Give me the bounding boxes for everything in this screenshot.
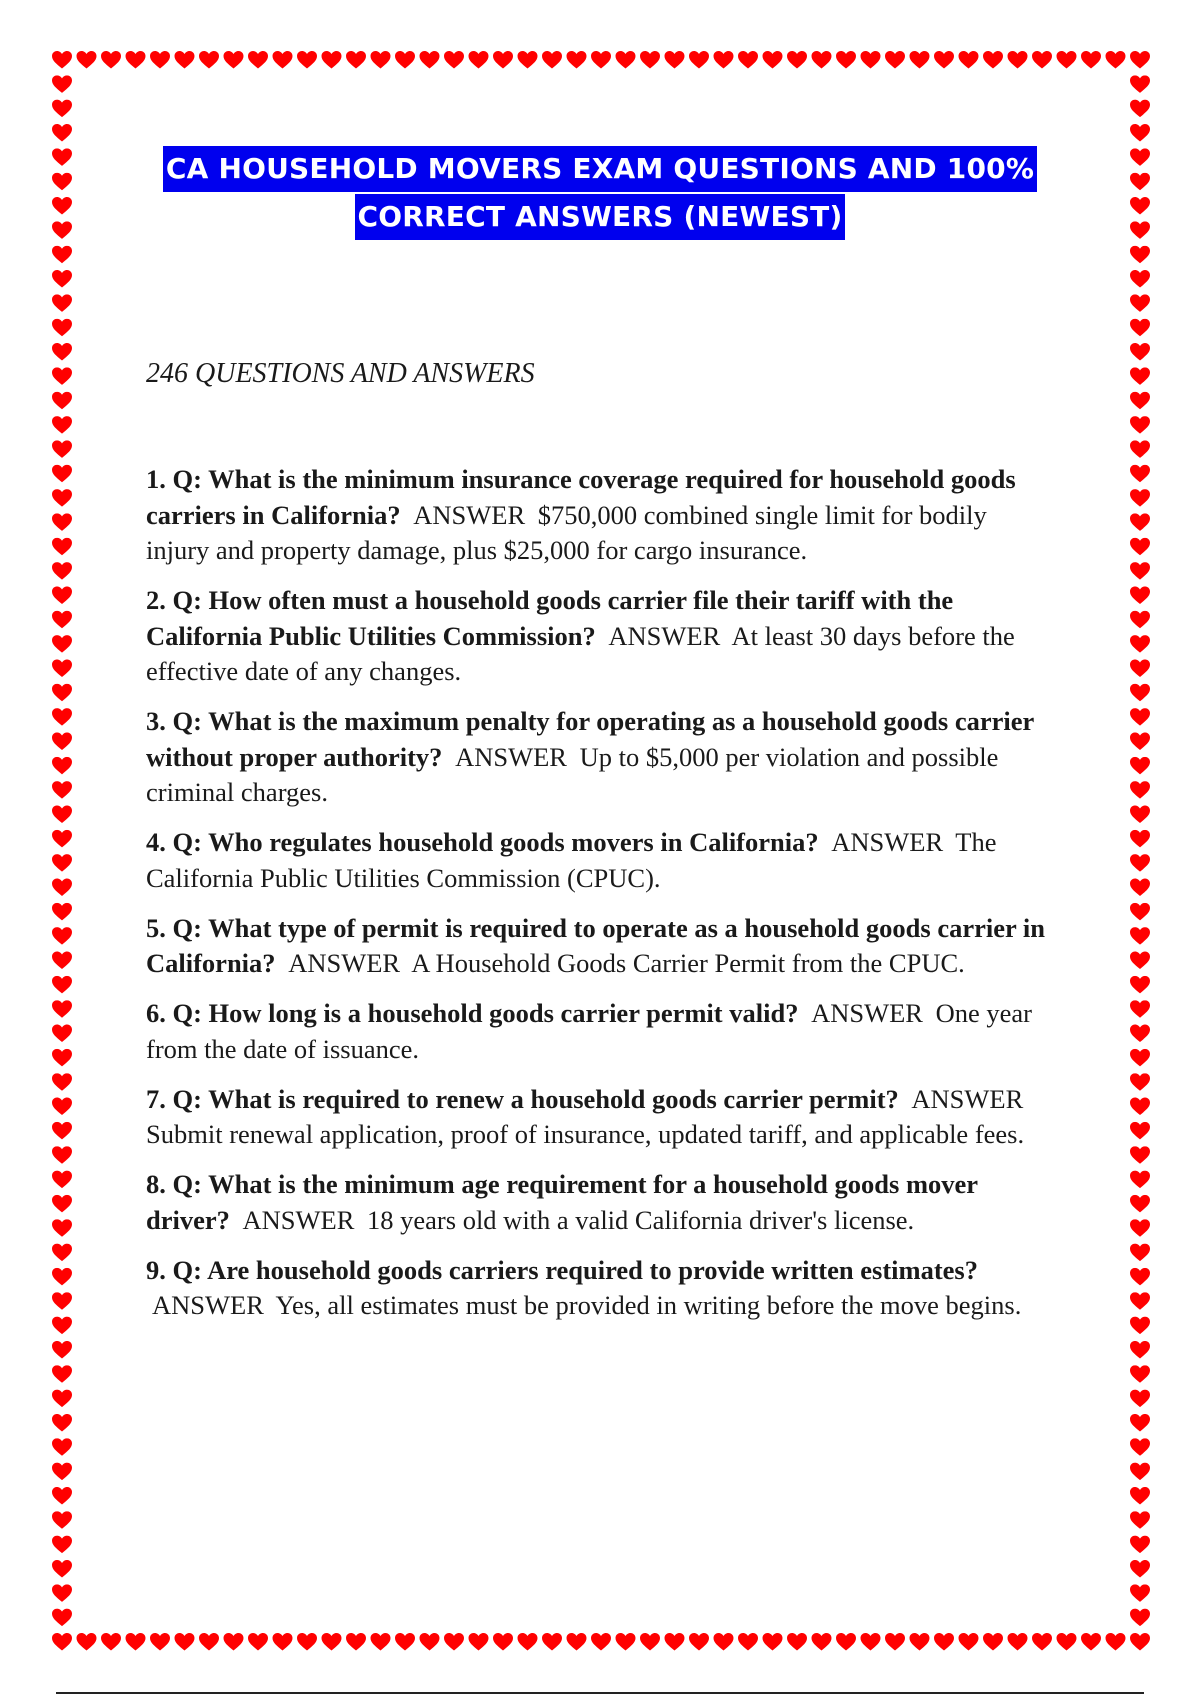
heart-icon xyxy=(714,1633,734,1651)
heart-icon xyxy=(322,1633,342,1651)
heart-icon xyxy=(52,1560,72,1578)
heart-icon xyxy=(248,1633,268,1651)
qa-item xyxy=(146,583,1052,690)
heart-icon xyxy=(297,1633,317,1651)
heart-icon xyxy=(1130,1584,1150,1602)
heart-icon xyxy=(52,976,72,994)
heart-icon xyxy=(1130,1171,1150,1189)
heart-icon xyxy=(52,830,72,848)
heart-icon xyxy=(1130,1560,1150,1578)
heart-icon xyxy=(983,51,1003,69)
heart-icon xyxy=(52,416,72,434)
heart-icon xyxy=(1081,1633,1101,1651)
heart-icon xyxy=(52,270,72,288)
qa-item xyxy=(146,825,1052,896)
heart-icon xyxy=(1130,1219,1150,1237)
heart-icon xyxy=(1130,1073,1150,1091)
heart-icon xyxy=(1130,781,1150,799)
heart-icon xyxy=(1130,489,1150,507)
heart-icon xyxy=(959,51,979,69)
heart-icon xyxy=(1130,903,1150,921)
heart-icon xyxy=(493,51,513,69)
heart-icon xyxy=(395,1633,415,1651)
heart-icon xyxy=(469,51,489,69)
heart-icon xyxy=(542,51,562,69)
heart-icon xyxy=(1130,854,1150,872)
heart-icon xyxy=(1130,1633,1150,1651)
title-line-1: CA HOUSEHOLD MOVERS EXAM QUESTIONS AND 100% xyxy=(163,146,1037,192)
heart-icon xyxy=(1130,879,1150,897)
heart-icon xyxy=(1130,927,1150,945)
heart-icon xyxy=(1130,1341,1150,1359)
heart-icon xyxy=(52,611,72,629)
qa-answer: One year from the date of issuance. xyxy=(146,998,1032,1064)
qa-list xyxy=(146,462,1052,1338)
heart-icon xyxy=(52,586,72,604)
heart-icon xyxy=(52,173,72,191)
heart-icon xyxy=(983,1633,1003,1651)
heart-icon xyxy=(52,489,72,507)
heart-icon xyxy=(1130,1244,1150,1262)
qa-answer: Yes, all estimates must be provided in writing before the move begins. xyxy=(275,1290,1022,1320)
qa-answer-label: ANSWER xyxy=(831,827,944,857)
heart-icon xyxy=(1130,75,1150,93)
heart-icon xyxy=(812,1633,832,1651)
heart-icon xyxy=(567,1633,587,1651)
question-count-subtitle: 246 QUESTIONS AND ANSWERS xyxy=(146,358,535,389)
heart-icon xyxy=(1130,513,1150,531)
heart-icon xyxy=(1130,1049,1150,1067)
heart-icon xyxy=(1081,51,1101,69)
heart-icon xyxy=(77,1633,97,1651)
heart-icon xyxy=(665,51,685,69)
heart-icon xyxy=(52,952,72,970)
heart-icon xyxy=(52,1000,72,1018)
heart-icon xyxy=(787,1633,807,1651)
heart-icon xyxy=(934,51,954,69)
qa-item xyxy=(146,1082,1052,1153)
heart-icon xyxy=(1130,684,1150,702)
heart-icon xyxy=(52,513,72,531)
heart-icon xyxy=(1130,1098,1150,1116)
heart-icon xyxy=(1130,246,1150,264)
heart-icon xyxy=(52,903,72,921)
heart-icon xyxy=(322,51,342,69)
qa-answer-label: ANSWER xyxy=(455,741,567,772)
heart-icon xyxy=(836,51,856,69)
qa-answer: Up to $5,000 per violation and possible criminal charges. xyxy=(146,741,999,807)
heart-icon xyxy=(199,51,219,69)
heart-icon xyxy=(1130,1390,1150,1408)
heart-icon xyxy=(1032,51,1052,69)
qa-item xyxy=(146,996,1052,1067)
heart-icon xyxy=(273,51,293,69)
heart-icon xyxy=(885,51,905,69)
heart-icon xyxy=(1130,1025,1150,1043)
qa-question: 6. Q: How long is a household goods carrier permit valid? xyxy=(146,998,799,1028)
heart-icon xyxy=(150,1633,170,1651)
heart-icon xyxy=(52,854,72,872)
heart-icon xyxy=(52,1487,72,1505)
qa-question: 1. Q: What is the minimum insurance coverage required for household goods carriers in California? xyxy=(146,464,1016,530)
heart-icon xyxy=(934,1633,954,1651)
heart-icon xyxy=(1130,173,1150,191)
heart-icon xyxy=(420,51,440,69)
qa-item xyxy=(146,1253,1052,1324)
heart-icon xyxy=(52,367,72,385)
heart-icon xyxy=(52,100,72,118)
qa-answer-label: ANSWER xyxy=(413,499,526,530)
heart-icon xyxy=(52,1268,72,1286)
heart-icon xyxy=(1057,1633,1077,1651)
heart-icon xyxy=(1130,1438,1150,1456)
qa-item xyxy=(146,1167,1052,1238)
qa-answer: Submit renewal application, proof of insurance, updated tariff, and applicable fees. xyxy=(146,1119,1025,1149)
heart-icon xyxy=(444,51,464,69)
heart-icon xyxy=(52,1122,72,1140)
heart-icon xyxy=(567,51,587,69)
qa-question: 8. Q: What is the minimum age requirement for a household goods mover driver? xyxy=(146,1169,978,1235)
heart-icon xyxy=(1130,465,1150,483)
heart-icon xyxy=(1130,635,1150,653)
qa-item xyxy=(146,462,1052,569)
heart-icon xyxy=(248,51,268,69)
heart-icon xyxy=(1130,1414,1150,1432)
heart-icon xyxy=(52,1073,72,1091)
heart-icon xyxy=(616,51,636,69)
heart-icon xyxy=(1130,51,1150,69)
heart-icon xyxy=(52,1195,72,1213)
heart-icon xyxy=(52,805,72,823)
heart-icon xyxy=(910,1633,930,1651)
heart-icon xyxy=(1130,1536,1150,1554)
heart-icon xyxy=(52,1025,72,1043)
heart-icon xyxy=(763,1633,783,1651)
heart-icon xyxy=(150,51,170,69)
heart-icon xyxy=(52,1292,72,1310)
heart-icon xyxy=(52,1584,72,1602)
heart-icon xyxy=(1008,1633,1028,1651)
heart-icon xyxy=(1130,416,1150,434)
heart-icon xyxy=(1130,611,1150,629)
heart-icon xyxy=(665,1633,685,1651)
heart-icon xyxy=(52,1049,72,1067)
heart-icon xyxy=(1130,319,1150,337)
heart-icon xyxy=(52,221,72,239)
heart-icon xyxy=(836,1633,856,1651)
heart-icon xyxy=(52,1511,72,1529)
heart-icon xyxy=(101,51,121,69)
heart-icon xyxy=(1130,586,1150,604)
qa-answer: 18 years old with a valid California driver's license. xyxy=(367,1204,915,1235)
heart-icon xyxy=(763,51,783,69)
heart-icon xyxy=(591,1633,611,1651)
heart-icon xyxy=(52,465,72,483)
qa-answer-label: ANSWER xyxy=(288,948,401,978)
heart-icon xyxy=(52,1244,72,1262)
heart-icon xyxy=(1130,294,1150,312)
heart-icon xyxy=(52,1098,72,1116)
heart-icon xyxy=(689,51,709,69)
heart-icon xyxy=(1130,1292,1150,1310)
page-bottom-rule xyxy=(56,1692,1144,1694)
heart-icon xyxy=(1130,732,1150,750)
heart-icon xyxy=(518,1633,538,1651)
heart-icon xyxy=(714,51,734,69)
heart-icon xyxy=(1032,1633,1052,1651)
heart-icon xyxy=(126,1633,146,1651)
heart-icon xyxy=(738,1633,758,1651)
heart-icon xyxy=(371,1633,391,1651)
heart-icon xyxy=(1130,343,1150,361)
qa-answer: At least 30 days before the effective date of any changes. xyxy=(146,620,1015,686)
heart-icon xyxy=(1130,830,1150,848)
heart-icon xyxy=(52,148,72,166)
heart-icon xyxy=(812,51,832,69)
heart-icon xyxy=(52,757,72,775)
heart-icon xyxy=(420,1633,440,1651)
heart-icon xyxy=(52,1633,72,1651)
heart-icon xyxy=(52,75,72,93)
qa-item xyxy=(146,704,1052,811)
heart-icon xyxy=(52,440,72,458)
heart-icon xyxy=(52,781,72,799)
heart-icon xyxy=(199,1633,219,1651)
heart-icon xyxy=(126,51,146,69)
heart-icon xyxy=(640,51,660,69)
heart-icon xyxy=(52,1609,72,1627)
heart-icon xyxy=(542,1633,562,1651)
heart-icon xyxy=(444,1633,464,1651)
heart-icon xyxy=(1130,148,1150,166)
heart-icon xyxy=(346,1633,366,1651)
heart-icon xyxy=(861,1633,881,1651)
heart-icon xyxy=(175,51,195,69)
heart-icon xyxy=(52,562,72,580)
heart-icon xyxy=(273,1633,293,1651)
heart-icon xyxy=(52,1536,72,1554)
heart-icon xyxy=(52,392,72,410)
heart-icon xyxy=(1106,1633,1126,1651)
heart-icon xyxy=(52,1146,72,1164)
heart-icon xyxy=(1057,51,1077,69)
heart-icon xyxy=(1130,1195,1150,1213)
qa-item xyxy=(146,911,1052,982)
qa-answer-label: ANSWER xyxy=(811,998,923,1028)
heart-icon xyxy=(52,1317,72,1335)
heart-icon xyxy=(52,684,72,702)
heart-icon xyxy=(1008,51,1028,69)
heart-icon xyxy=(1130,1487,1150,1505)
qa-answer-label: ANSWER xyxy=(911,1083,1024,1114)
heart-icon xyxy=(1130,757,1150,775)
heart-icon xyxy=(224,1633,244,1651)
heart-icon xyxy=(52,319,72,337)
heart-icon xyxy=(518,51,538,69)
qa-answer-label: ANSWER xyxy=(152,1290,264,1320)
heart-icon xyxy=(1130,197,1150,215)
heart-icon xyxy=(52,1219,72,1237)
qa-answer-label: ANSWER xyxy=(608,620,721,651)
heart-icon xyxy=(52,343,72,361)
heart-icon xyxy=(1130,538,1150,556)
heart-icon xyxy=(1130,1609,1150,1627)
qa-answer: A Household Goods Carrier Permit from the CPUC. xyxy=(411,948,965,978)
heart-icon xyxy=(52,1365,72,1383)
heart-icon xyxy=(1130,805,1150,823)
heart-icon xyxy=(371,51,391,69)
heart-icon xyxy=(1130,659,1150,677)
heart-icon xyxy=(1130,440,1150,458)
heart-icon xyxy=(1130,1122,1150,1140)
heart-icon xyxy=(1130,708,1150,726)
qa-answer-label: ANSWER xyxy=(242,1204,355,1235)
heart-icon xyxy=(1130,976,1150,994)
heart-icon xyxy=(493,1633,513,1651)
heart-icon xyxy=(689,1633,709,1651)
qa-question: 4. Q: Who regulates household goods movers in California? xyxy=(146,827,819,857)
heart-icon xyxy=(52,1390,72,1408)
heart-icon xyxy=(101,1633,121,1651)
heart-icon xyxy=(52,1171,72,1189)
heart-icon xyxy=(469,1633,489,1651)
heart-icon xyxy=(861,51,881,69)
heart-icon xyxy=(52,246,72,264)
heart-icon xyxy=(52,927,72,945)
heart-icon xyxy=(52,197,72,215)
document-title xyxy=(150,146,1050,240)
heart-icon xyxy=(52,124,72,142)
heart-icon xyxy=(738,51,758,69)
heart-icon xyxy=(591,51,611,69)
qa-question: 9. Q: Are household goods carriers required to provide written estimates? xyxy=(146,1254,978,1285)
heart-icon xyxy=(52,51,72,69)
heart-icon xyxy=(616,1633,636,1651)
heart-icon xyxy=(1130,100,1150,118)
qa-question: 5. Q: What type of permit is required to operate as a household goods carrier in California? xyxy=(146,912,1046,978)
heart-icon xyxy=(224,51,244,69)
heart-icon xyxy=(1130,1463,1150,1481)
heart-icon xyxy=(395,51,415,69)
heart-icon xyxy=(52,1438,72,1456)
qa-question: 7. Q: What is required to renew a household goods carrier permit? xyxy=(146,1083,899,1114)
heart-icon xyxy=(885,1633,905,1651)
heart-icon xyxy=(297,51,317,69)
heart-icon xyxy=(787,51,807,69)
heart-icon xyxy=(1130,221,1150,239)
heart-icon xyxy=(52,1463,72,1481)
heart-icon xyxy=(175,1633,195,1651)
heart-icon xyxy=(52,879,72,897)
heart-icon xyxy=(959,1633,979,1651)
heart-icon xyxy=(910,51,930,69)
heart-icon xyxy=(1130,1000,1150,1018)
heart-icon xyxy=(52,538,72,556)
heart-icon xyxy=(1130,367,1150,385)
heart-icon xyxy=(52,294,72,312)
qa-answer: $750,000 combined single limit for bodily injury and property damage, plus $25,000 for cargo insurance. xyxy=(146,499,987,565)
heart-icon xyxy=(1130,392,1150,410)
heart-icon xyxy=(52,1414,72,1432)
qa-answer: The California Public Utilities Commission (CPUC). xyxy=(146,827,997,893)
heart-icon xyxy=(77,51,97,69)
heart-icon xyxy=(52,659,72,677)
heart-icon xyxy=(346,51,366,69)
title-line-2: CORRECT ANSWERS (NEWEST) xyxy=(355,194,846,240)
heart-icon xyxy=(1130,1511,1150,1529)
heart-icon xyxy=(1130,952,1150,970)
heart-icon xyxy=(52,635,72,653)
heart-icon xyxy=(1130,270,1150,288)
heart-icon xyxy=(1130,562,1150,580)
heart-icon xyxy=(1130,124,1150,142)
heart-icon xyxy=(1130,1146,1150,1164)
heart-icon xyxy=(1130,1268,1150,1286)
heart-icon xyxy=(640,1633,660,1651)
heart-icon xyxy=(1106,51,1126,69)
qa-question: 3. Q: What is the maximum penalty for operating as a household goods carrier without proper authority? xyxy=(146,706,1034,772)
heart-icon xyxy=(52,1341,72,1359)
heart-icon xyxy=(1130,1317,1150,1335)
heart-icon xyxy=(52,708,72,726)
heart-icon xyxy=(1130,1365,1150,1383)
heart-icon xyxy=(52,732,72,750)
qa-question: 2. Q: How often must a household goods carrier file their tariff with the California Public Utilities Commission? xyxy=(146,585,954,651)
